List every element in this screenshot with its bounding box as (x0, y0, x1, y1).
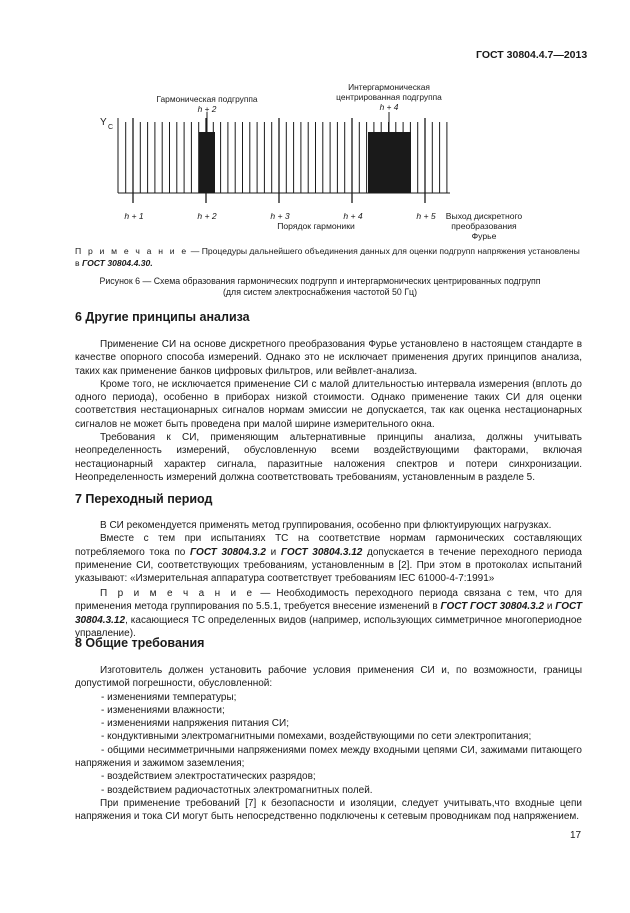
text-run: и (265, 546, 281, 558)
text-run: , касающиеся ТС определенных видов (например, использующих симметричное многопериодное управление). (75, 614, 582, 639)
paragraph (75, 532, 582, 585)
text-run: и (544, 601, 556, 613)
x-axis-label: Порядок гармоники (277, 221, 355, 231)
list-item: - общими несимметричными напряжениями помех между входными цепями СИ, зажимами питающего напряжения и зажимом заземления; (75, 744, 582, 770)
interharmonic-subgroup-block (368, 132, 411, 193)
note-paragraph (75, 587, 582, 640)
x-tick-label: h + 2 (197, 211, 217, 221)
list-item: - воздействием электростатических разрядов; (101, 771, 316, 783)
figure-note (75, 245, 585, 269)
harmonic-subgroup-label: Гармоническая подгруппа (156, 94, 258, 104)
section-8-title: 8 Общие требования (75, 636, 205, 650)
standard-reference: ГОСТ 30804.3.2 (190, 546, 266, 558)
harmonic-subgroup-h: h + 2 (197, 104, 217, 114)
section-6-title: 6 Другие принципы анализа (75, 310, 250, 324)
page-number: 17 (570, 830, 582, 841)
x-tick-label: h + 1 (124, 211, 144, 221)
note-text: — Процедуры дальнейшего объединения данных для оценки подгрупп напряжения установлены в (75, 246, 580, 268)
interharmonic-label-2: центрированная подгруппа (336, 92, 442, 102)
text-run: допускается в течение переходного периода применение СИ, соответствующих требованиям, установленным в [2]. При этом в протоколах испытаний указывают: «Измерительная аппаратура соответствует требованиям IEC 61000-4-7:1991» (75, 546, 582, 585)
paragraph: Применение СИ на основе дискретного преобразования Фурье установлено в настоящем стандарте в качестве опорного способа измерений. Однако это не исключает применения других принципов анализа, таких как применение банков цифровых фильтров, или вейвлет-анализа. (75, 339, 582, 377)
dft-output-label-1: Выход дискретного (445, 211, 523, 221)
section-6-body (75, 338, 582, 484)
y-axis-subscript: C (108, 124, 114, 131)
list-item: - кондуктивными электромагнитными помехами, воздействующими по сети электропитания; (101, 731, 532, 743)
dft-output-label-3: Фурье (471, 231, 497, 241)
standard-reference: ГОСТ ГОСТ 30804.3.2 (440, 601, 545, 613)
interharmonic-h: h + 4 (379, 102, 399, 112)
list-item: - воздействием радиочастотных электромагнитных полей. (101, 784, 373, 796)
section-8-body (75, 664, 582, 824)
text-run: — Необходимость переходного периода связана с тем, что для применения метода группирования по 5.5.1, требуется внесение изменений в (75, 588, 582, 613)
list-item: - изменениями влажности; (101, 704, 225, 716)
harmonic-subgroup-figure (0, 0, 630, 250)
section-7-title: 7 Переходный период (75, 492, 213, 506)
text-run: Вместе с тем при испытаниях ТС на соответствие нормам гармонических составляющих потребляемого тока по (75, 533, 582, 558)
interharmonic-label-1: Интергармоническая (348, 82, 430, 92)
y-axis-label: Y (100, 117, 107, 128)
standard-reference: ГОСТ 30804.3.12 (75, 601, 582, 626)
note-prefix: П р и м е ч а н и е (100, 588, 255, 599)
paragraph: При применение требований [7] к безопасности и изоляции, следует учитывать,что входные цепи напряжения и тока СИ могут быть непосредственно подключены к сетевым проводникам под напряжением. (75, 797, 582, 823)
standard-header: ГОСТ 30804.4.7—2013 (476, 49, 588, 61)
section-7-body (75, 519, 582, 585)
section-7-note (75, 587, 582, 640)
dft-output-label-2: преобразования (451, 221, 517, 231)
list-item: - изменениями температуры; (101, 691, 237, 703)
figure-caption (40, 276, 600, 298)
x-tick-label: h + 4 (343, 211, 363, 221)
figure-caption-line1: Рисунок 6 — Схема образования гармонических подгрупп и интергармонических центрированных подгрупп (99, 276, 541, 286)
paragraph: Изготовитель должен установить рабочие условия применения СИ и, по возможности, границы допустимой погрешности, обусловленной: (75, 665, 582, 690)
note-reference: ГОСТ 30804.4.30. (81, 258, 153, 268)
x-tick-label: h + 5 (416, 211, 436, 221)
paragraph: Требования к СИ, применяющим альтернативные принципы анализа, должны учитывать неопределенность измерений, обусловленную всеми воздействующими факторами, включая нестационарный характер сигнала, паразитные наложения спектров и потери синхронизации. Неопределенность измерений должна соответствовать требованиям, установленным в разделе 5. (75, 432, 582, 483)
paragraph: Кроме того, не исключается применение СИ с малой длительностью интервала измерения (вплоть до одного периода), особенно в приборах низкой стоимости. Однако применение таких СИ для оценки соответствия нестационарных сигналов нормам эмиссии не допускается, так как оценка нестационарных сигналов не может быть проведена при малой ширине измерительного окна. (75, 378, 582, 430)
harmonic-subgroup-block (199, 132, 215, 193)
note-prefix: П р и м е ч а н и е (75, 246, 189, 256)
x-tick-label: h + 3 (270, 211, 290, 221)
standard-reference: ГОСТ 30804.3.12 (280, 546, 363, 558)
figure-caption-line2: (для систем электроснабжения частотой 50 Гц) (223, 287, 417, 297)
paragraph: В СИ рекомендуется применять метод группирования, особенно при флюктуирующих нагрузках. (100, 520, 552, 531)
list-item: - изменениями напряжения питания СИ; (101, 718, 289, 730)
